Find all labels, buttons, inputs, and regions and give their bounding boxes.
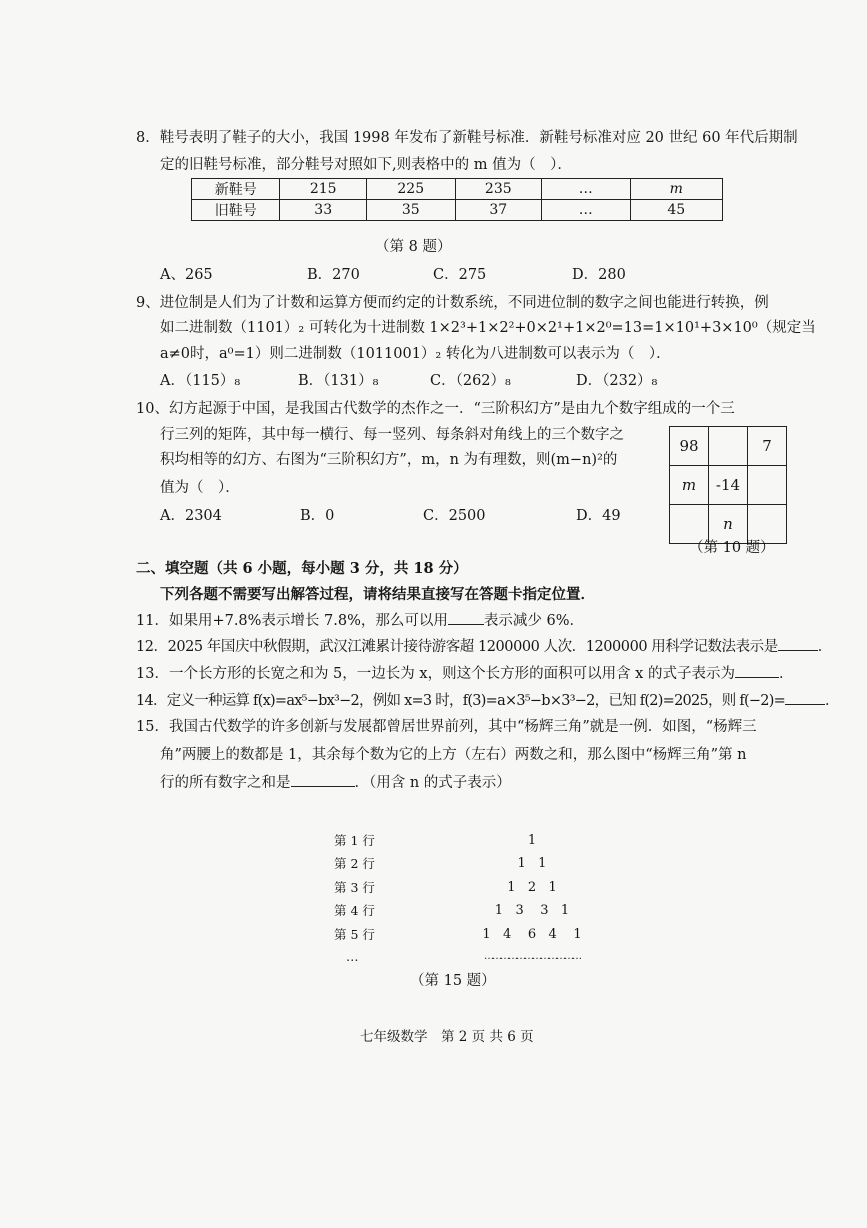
q13-text-after: ． — [778, 666, 794, 682]
q12-answer-blank — [778, 636, 818, 651]
q9-option-a: A．（115）₈ — [160, 373, 241, 389]
q15-line3 — [160, 772, 511, 793]
table-cell: 45 — [630, 200, 723, 221]
q8-line2: 定的旧鞋号标准，部分鞋号对照如下,则表格中的 m 值为（ ）． — [160, 157, 572, 173]
grid-cell: m — [670, 466, 709, 505]
q9-option-c: C．（262）₈ — [430, 373, 511, 389]
q9-line1: 9、进位制是人们为了计数和运算方便而约定的计数系统，不同进位制的数字之间也能进行转换，例 — [136, 295, 769, 311]
table-cell: 235 — [455, 179, 542, 200]
magic-square-grid — [669, 426, 787, 544]
q9-line3: a≠0时，a⁰=1）则二进制数（1011001）₂ 转化为八进制数可以表示为（ ）． — [160, 346, 671, 362]
triangle-row-numbers: 1 3 3 1 — [494, 903, 570, 918]
q14-answer-blank — [785, 690, 825, 705]
q11-line — [136, 610, 584, 631]
grid-row — [670, 427, 787, 466]
triangle-row-numbers: 1 1 — [517, 856, 547, 871]
q15-line1: 15．我国古代数学的许多创新与发展都曾居世界前列，其中“杨辉三角”就是一例．如图，“杨辉三 — [136, 719, 757, 735]
table-cell: m — [630, 179, 723, 200]
triangle-row-label: 第 1 行 — [334, 833, 375, 848]
q8-option-b: B．270 — [307, 267, 360, 283]
q14-text-before: 14．定义一种运算 f(x)=ax⁵−bx³−2，例如 x=3 时，f(3)=a×3⁵−b×3³−2，已知 f(2)=2025，则 f(−2)= — [136, 693, 786, 709]
q10-line4: 值为（ ）． — [160, 480, 240, 496]
q12-text-after: ． — [817, 639, 832, 655]
q10-caption: （第 10 题） — [689, 540, 775, 556]
q8-option-a: A、265 — [160, 267, 213, 283]
q12-text-before: 12．2025 年国庆中秋假期，武汉江滩累计接待游客超 1200000 人次．1200000 用科学记数法表示是 — [136, 639, 778, 655]
q15-line2: 角”两腰上的数都是 1，其余每个数为它的上方（左右）两数之和，那么图中“杨辉三角”第 n — [160, 747, 747, 763]
grid-cell — [748, 466, 787, 505]
q10-line2: 行三列的矩阵，其中每一横行、每一竖列、每条斜对角线上的三个数字之 — [160, 427, 624, 443]
q14-line — [136, 690, 839, 711]
section2-title: 二、填空题（共 6 小题，每小题 3 分，共 18 分） — [136, 560, 468, 577]
table-cell: 35 — [366, 200, 455, 221]
q13-answer-blank — [735, 663, 779, 678]
section2-instruction: 下列各题不需要写出解答过程，请将结果直接写在答题卡指定位置． — [160, 586, 595, 603]
q13-line — [136, 663, 793, 684]
q12-line — [136, 636, 832, 657]
q8-line1: 8．鞋号表明了鞋子的大小，我国 1998 年发布了新鞋号标准．新鞋号标准对应 20 世纪 60 年代后期制 — [136, 130, 798, 146]
q10-line1: 10、幻方起源于中国，是我国古代数学的杰作之一．“三阶积幻方”是由九个数字组成的一个三 — [136, 401, 735, 417]
q15-answer-blank — [291, 772, 355, 787]
triangle-ellipsis-right: ……………………………… — [484, 951, 580, 962]
q10-option-b: B．0 — [300, 508, 335, 524]
table-cell: 旧鞋号 — [192, 200, 280, 221]
shoe-size-table — [191, 178, 723, 221]
q8-caption: （第 8 题） — [375, 239, 452, 255]
q11-text-before: 11．如果用+7.8%表示增长 7.8%，那么可以用 — [136, 613, 448, 629]
q11-text-after: 表示减少 6%． — [483, 613, 585, 629]
triangle-row-label: 第 5 行 — [334, 927, 375, 942]
q15-text-after: ．（用含 n 的式子表示） — [354, 775, 511, 791]
grid-cell: 98 — [670, 427, 709, 466]
q14-text-after: ． — [825, 693, 839, 709]
triangle-row-label: 第 2 行 — [334, 856, 375, 871]
table-cell: 215 — [280, 179, 367, 200]
q15-text-before: 行的所有数字之和是 — [160, 775, 291, 791]
triangle-row-numbers: 1 — [527, 833, 537, 848]
q10-option-d: D．49 — [576, 508, 621, 524]
table-cell: … — [542, 179, 630, 200]
triangle-row-numbers: 1 2 1 — [507, 880, 557, 895]
table-cell: 33 — [280, 200, 367, 221]
triangle-row-numbers: 1 4 6 4 1 — [482, 927, 582, 942]
page-footer: 七年级数学 第 2 页 共 6 页 — [360, 1029, 534, 1045]
q8-option-d: D．280 — [572, 267, 626, 283]
table-cell: 225 — [366, 179, 455, 200]
table-cell: 37 — [455, 200, 542, 221]
table-row — [192, 200, 723, 221]
grid-cell: n — [709, 505, 748, 544]
q8-option-c: C．275 — [433, 267, 487, 283]
q13-text-before: 13．一个长方形的长宽之和为 5，一边长为 x，则这个长方形的面积可以用含 x 的式子表示为 — [136, 666, 735, 682]
grid-cell: 7 — [748, 427, 787, 466]
triangle-row-label: 第 3 行 — [334, 880, 375, 895]
q9-option-d: D．（232）₈ — [576, 373, 658, 389]
q9-line2: 如二进制数（1101）₂ 可转化为十进制数 1×2³+1×2²+0×2¹+1×2⁰=13=1×10¹+3×10⁰（规定当 — [160, 320, 816, 336]
q11-answer-blank — [448, 610, 484, 625]
grid-row — [670, 466, 787, 505]
table-cell: 新鞋号 — [192, 179, 280, 200]
q10-line3: 积均相等的幻方、右图为“三阶积幻方”，m，n 为有理数，则(m−n)²的 — [160, 452, 618, 468]
grid-cell — [709, 427, 748, 466]
triangle-ellipsis-left: … — [346, 949, 359, 964]
q9-option-b: B．（131）₈ — [298, 373, 379, 389]
q10-option-a: A．2304 — [160, 508, 222, 524]
q10-option-c: C．2500 — [423, 508, 486, 524]
q15-caption: （第 15 题） — [410, 973, 496, 989]
table-cell: … — [542, 200, 630, 221]
triangle-row-label: 第 4 行 — [334, 903, 375, 918]
grid-cell: -14 — [709, 466, 748, 505]
table-row — [192, 179, 723, 200]
